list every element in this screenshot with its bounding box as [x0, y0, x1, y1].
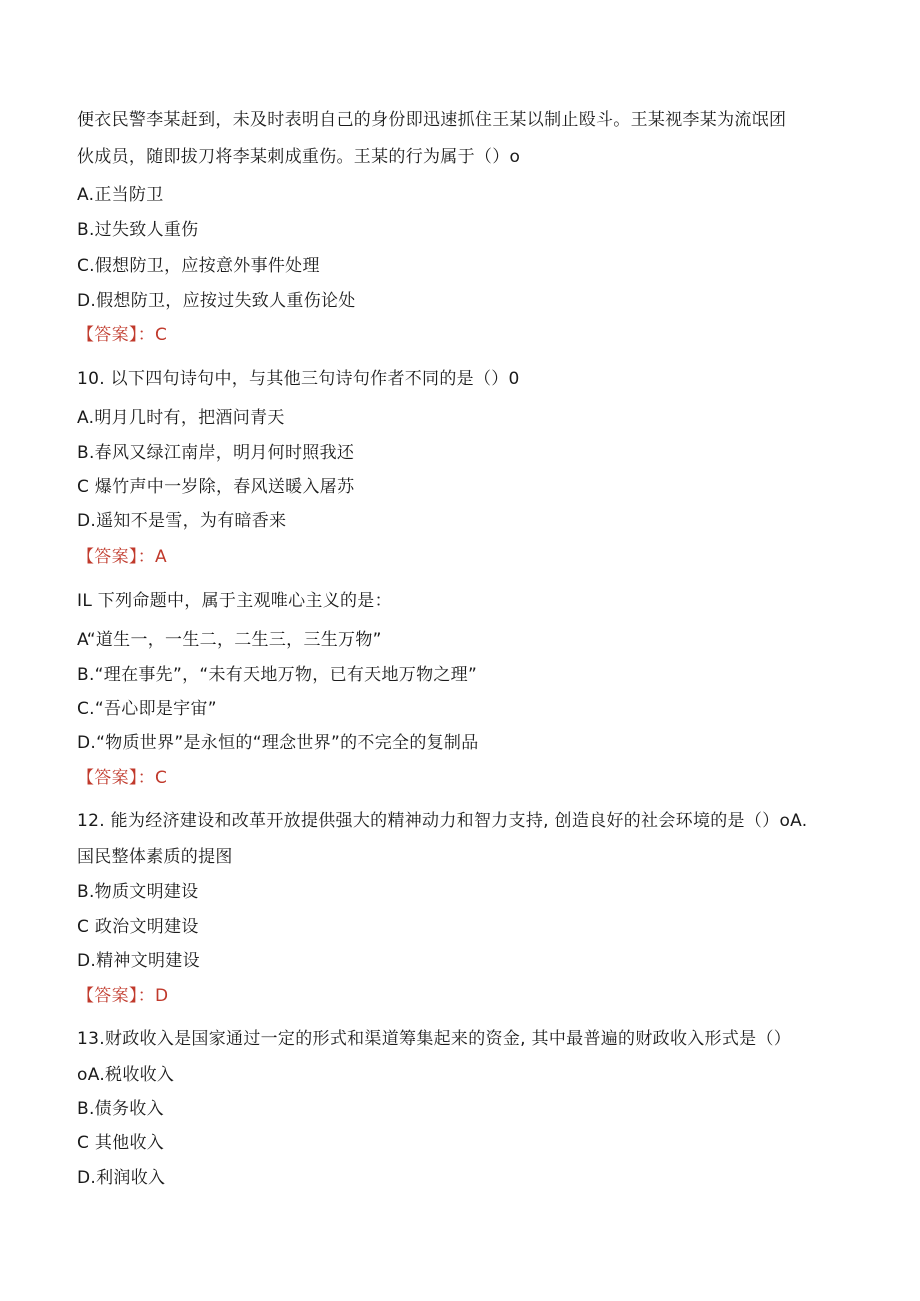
q10-option-b: B.春风又绿江南岸，明月何时照我还: [77, 443, 355, 463]
answer-value: C: [155, 325, 168, 345]
q12-option-d: D.精神文明建设: [77, 951, 200, 971]
q9-option-d: D.假想防卫，应按过失致人重伤论处: [77, 291, 356, 311]
answer-separator: ：: [137, 768, 156, 788]
answer-value: C: [155, 768, 168, 788]
q11-option-c: C.“吾心即是宇宙”: [77, 699, 217, 719]
answer-label: 【答案】: [77, 768, 138, 788]
q9-stem-line2: 伙成员，随即拔刀将李某刺成重伤。王某的行为属于（）o: [77, 147, 521, 167]
q12-stem-line1: 12. 能为经济建设和改革开放提供强大的精神动力和智力支持, 创造良好的社会环境的是（）oA.: [77, 811, 808, 831]
answer-separator: ：: [137, 547, 156, 567]
q13-stem-line2: oA.税收收入: [77, 1065, 175, 1085]
q13-stem-line1: 13.财政收入是国家通过一定的形式和渠道筹集起来的资金, 其中最普遍的财政收入形式是（）: [77, 1029, 792, 1049]
q10-stem: 10. 以下四句诗句中，与其他三句诗句作者不同的是（）0: [77, 369, 520, 389]
answer-separator: ：: [137, 325, 156, 345]
q11-stem: IL 下列命题中，属于主观唯心主义的是：: [77, 591, 392, 611]
q12-option-b: B.物质文明建设: [77, 882, 199, 902]
answer-label: 【答案】: [77, 986, 138, 1006]
q10-answer: [77, 545, 857, 569]
q11-option-a: A“道生一，一生二，二生三，三生万物”: [77, 630, 382, 650]
answer-value: A: [155, 547, 167, 567]
answer-value: D: [155, 986, 169, 1006]
q10-option-c: C 爆竹声中一岁除，春风送暖入屠苏: [77, 477, 355, 497]
answer-label: 【答案】: [77, 325, 138, 345]
q9-stem-line1: 便衣民警李某赶到，未及时表明自己的身份即迅速抓住王某以制止殴斗。王某视李某为流氓团: [77, 110, 787, 130]
q11-answer: [77, 766, 857, 790]
q13-option-d: D.利润收入: [77, 1168, 166, 1188]
answer-separator: ：: [137, 986, 156, 1006]
q12-stem-line2: 国民整体素质的提图: [77, 847, 233, 867]
q11-option-b: B.“理在事先”，“未有天地万物，已有天地万物之理”: [77, 665, 478, 685]
q9-option-c: C.假想防卫，应按意外事件处理: [77, 256, 320, 276]
answer-label: 【答案】: [77, 547, 138, 567]
q10-option-a: A.明月几时有，把酒问青天: [77, 408, 285, 428]
q13-option-b: B.债务收入: [77, 1099, 164, 1119]
q9-answer: [77, 323, 857, 347]
q10-option-d: D.遥知不是雪，为有暗香来: [77, 511, 287, 531]
q12-option-c: C 政治文明建设: [77, 917, 199, 937]
q12-answer: [77, 984, 857, 1008]
q13-option-c: C 其他收入: [77, 1133, 165, 1153]
q9-option-b: B.过失致人重伤: [77, 220, 199, 240]
q11-option-d: D.“物质世界”是永恒的“理念世界”的不完全的复制品: [77, 733, 479, 753]
q9-option-a: A.正当防卫: [77, 185, 164, 205]
